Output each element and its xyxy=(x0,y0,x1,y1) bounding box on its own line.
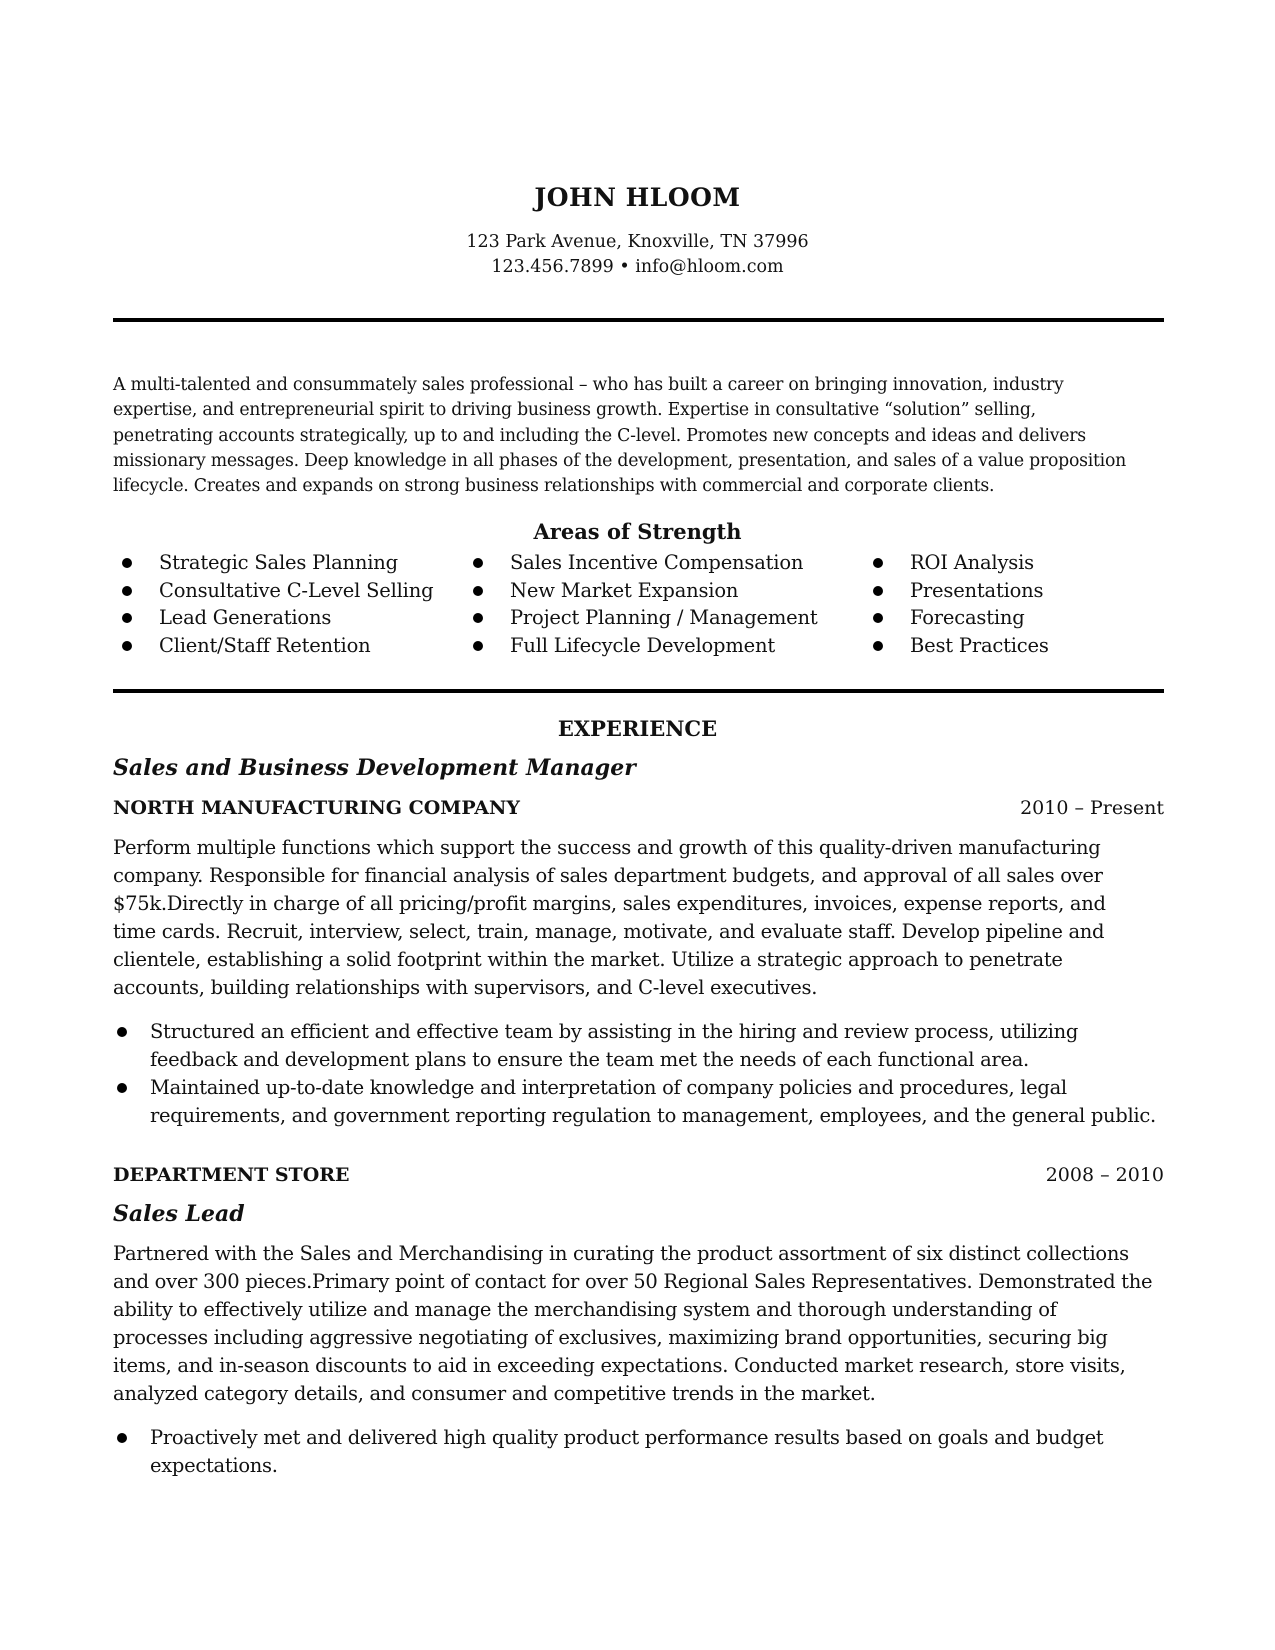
bullet-item: Structured an efficient and effective team by assisting in the hiring and review process, utilizing feedback and development plans to ensure the team met the needs of each functional area. xyxy=(113,1018,1193,1074)
strengths-column xyxy=(473,549,818,659)
strength-item: Full Lifecycle Development xyxy=(473,632,818,660)
bullet-icon xyxy=(473,613,483,623)
description-line: time cards. Recruit, interview, select, train, manage, motivate, and evaluate staff. Develop pipeline and xyxy=(113,920,1105,943)
bullet-icon xyxy=(473,558,483,568)
description-line: accounts, building relationships with supervisors, and C-level executives. xyxy=(113,976,818,999)
bullet-icon xyxy=(122,641,132,651)
description-line: $75k.Directly in charge of all pricing/profit margins, sales expenditures, invoices, expense reports, and xyxy=(113,892,1106,915)
description-line: Perform multiple functions which support the success and growth of this quality-driven manufacturing xyxy=(113,836,1101,859)
company-name: DEPARTMENT STORE xyxy=(113,1164,350,1186)
bullet-icon xyxy=(873,641,883,651)
bullet-icon xyxy=(122,613,132,623)
bullet-icon xyxy=(873,586,883,596)
job-description xyxy=(113,834,1183,1002)
summary-line: lifecycle. Creates and expands on strong business relationships with commercial and corporate clients. xyxy=(113,476,995,497)
strength-item: Sales Incentive Compensation xyxy=(473,549,818,577)
summary-paragraph xyxy=(113,373,1173,499)
strengths-column xyxy=(873,549,1049,659)
description-line: Partnered with the Sales and Merchandising in curating the product assortment of six distinct collections xyxy=(113,1242,1129,1265)
strengths-heading: Areas of Strength xyxy=(533,519,742,544)
strength-item: Forecasting xyxy=(873,604,1049,632)
strength-item: Consultative C-Level Selling xyxy=(122,577,433,605)
strength-item: Strategic Sales Planning xyxy=(122,549,433,577)
bullet-icon xyxy=(122,586,132,596)
company-name: NORTH MANUFACTURING COMPANY xyxy=(113,797,520,819)
job-title: Sales and Business Development Manager xyxy=(113,755,636,781)
job-dates: 2008 – 2010 xyxy=(1045,1164,1164,1186)
strength-item: Best Practices xyxy=(873,632,1049,660)
job-title: Sales Lead xyxy=(113,1201,245,1227)
candidate-name: JOHN HLOOM xyxy=(534,183,741,212)
bullet-icon xyxy=(873,558,883,568)
summary-line: missionary messages. Deep knowledge in all phases of the development, presentation, and sales of a value proposition xyxy=(113,450,1126,471)
job-dates: 2010 – Present xyxy=(1020,797,1164,819)
description-line: company. Responsible for financial analysis of sales department budgets, and approval of all sales over xyxy=(113,864,1103,887)
summary-line: expertise, and entrepreneurial spirit to driving business growth. Expertise in consultative “solution” selling, xyxy=(113,400,1036,421)
bullet-item: Proactively met and delivered high quality product performance results based on goals and budget expectations. xyxy=(113,1424,1193,1480)
section-divider xyxy=(113,689,1164,693)
strength-item: Presentations xyxy=(873,577,1049,605)
bullet-icon xyxy=(122,558,132,568)
description-line: clientele, establishing a solid footprint within the market. Utilize a strategic approach to penetrate xyxy=(113,948,1063,971)
description-line: processes including aggressive negotiating of exclusives, maximizing brand opportunities, securing big xyxy=(113,1326,1108,1349)
summary-line: penetrating accounts strategically, up to and including the C-level. Promotes new concepts and ideas and delivers xyxy=(113,425,1086,446)
description-line: and over 300 pieces.Primary point of contact for over 50 Regional Sales Representatives. Demonstrated the xyxy=(113,1270,1153,1293)
bullet-icon xyxy=(473,641,483,651)
bullet-item: Maintained up-to-date knowledge and interpretation of company policies and procedures, legal requirements, and government reporting regulation to management, employees, and the general public. xyxy=(113,1074,1193,1130)
bullet-icon xyxy=(117,1027,127,1037)
description-line: analyzed category details, and consumer and competitive trends in the market. xyxy=(113,1382,876,1405)
strength-item: Client/Staff Retention xyxy=(122,632,433,660)
strength-item: Lead Generations xyxy=(122,604,433,632)
description-line: ability to effectively utilize and manage the merchandising system and thorough understanding of xyxy=(113,1298,1057,1321)
experience-heading: EXPERIENCE xyxy=(557,716,718,741)
strength-item: Project Planning / Management xyxy=(473,604,818,632)
phone-email: 123.456.7899 • info@hloom.com xyxy=(491,257,784,277)
bullet-icon xyxy=(473,586,483,596)
description-line: items, and in-season discounts to aid in exceeding expectations. Conducted market research, store visits, xyxy=(113,1354,1126,1377)
strength-item: ROI Analysis xyxy=(873,549,1049,577)
bullet-icon xyxy=(873,613,883,623)
job-description xyxy=(113,1240,1183,1408)
job-bullets xyxy=(113,1424,1193,1480)
strength-item: New Market Expansion xyxy=(473,577,818,605)
strengths-column xyxy=(122,549,433,659)
summary-line: A multi-talented and consummately sales professional – who has built a career on bringing innovation, industry xyxy=(113,375,1064,395)
job-bullets xyxy=(113,1018,1193,1130)
header-divider xyxy=(113,318,1164,322)
bullet-icon xyxy=(117,1433,127,1443)
address: 123 Park Avenue, Knoxville, TN 37996 xyxy=(466,232,809,252)
bullet-icon xyxy=(117,1083,127,1093)
